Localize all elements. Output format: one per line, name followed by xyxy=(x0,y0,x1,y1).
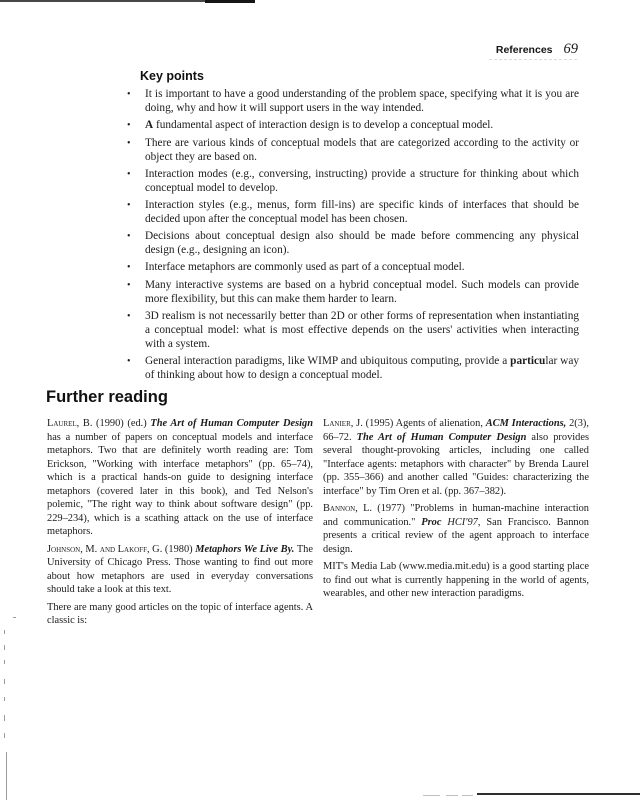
scan-edge-artifact-bottom-dash xyxy=(423,795,440,796)
text-run: There are various kinds of conceptual models that are categorized according to the activity or object they are based on. xyxy=(145,137,579,163)
bullet-icon: • xyxy=(127,311,131,322)
running-head-title: References xyxy=(495,44,553,56)
scan-edge-artifact-bottom-dash xyxy=(446,795,458,796)
text-run: 2(3), 66–72. xyxy=(323,418,589,443)
bullet-icon: • xyxy=(127,356,131,367)
key-point-item xyxy=(127,278,579,306)
reference-paragraph xyxy=(323,417,589,498)
text-run: Laurel, B. xyxy=(47,418,93,429)
key-points-list xyxy=(127,87,579,382)
text-run: (1980) xyxy=(162,543,196,555)
text-run: The Art of Human Computer Design xyxy=(356,431,527,443)
text-run: Lanier, J. xyxy=(323,418,363,429)
binding-mark xyxy=(13,617,16,618)
key-point-item xyxy=(127,87,579,115)
bullet-icon: • xyxy=(127,231,131,242)
key-point-text xyxy=(145,260,579,275)
binding-mark xyxy=(4,697,5,701)
page-number: 69 xyxy=(563,41,578,57)
key-point-item xyxy=(127,354,579,382)
key-point-text xyxy=(145,167,579,195)
key-point-item xyxy=(127,118,579,133)
text-run: A xyxy=(145,119,154,131)
key-point-text xyxy=(145,87,579,115)
text-run: (1990) (ed.) xyxy=(92,418,151,429)
scan-edge-artifact-top xyxy=(0,0,212,2)
key-point-text xyxy=(145,136,579,164)
text-run: , San Francisco. Bannon presents a critical review of the agent approach to interface design. xyxy=(323,516,590,555)
further-reading-left-column xyxy=(47,417,313,632)
text-run: Decisions about conceptual design also should be made before commencing any physical design (e.g., designing an icon). xyxy=(145,230,579,256)
key-point-text xyxy=(145,309,579,351)
binding-mark xyxy=(4,645,5,650)
key-point-text xyxy=(145,118,579,133)
key-point-text xyxy=(145,198,579,226)
text-run: Proc xyxy=(421,516,448,528)
text-run: The Art of Human Computer Design xyxy=(150,418,313,429)
text-run: Bannon, L. xyxy=(323,503,373,514)
binding-mark xyxy=(4,733,5,738)
key-point-item xyxy=(127,198,579,226)
further-reading-columns xyxy=(47,417,590,632)
text-run: Interaction modes (e.g., conversing, instructing) provide a structure for thinking about which conceptual model to develop. xyxy=(145,168,579,194)
text-run: 3D realism is not necessarily better than 2D or other forms of representation when instantiating a conceptual model: what is most effective depends on the users' activities when interacting with a system. xyxy=(145,310,579,350)
binding-mark xyxy=(4,630,5,634)
binding-mark xyxy=(4,679,5,684)
binding-mark xyxy=(4,660,5,664)
bullet-icon: • xyxy=(127,200,131,211)
text-run: MIT's Media Lab (www.media.mit.edu) is a good starting place to find out what is currently happening in the world of agents, wearables, and other new interaction paradigms. xyxy=(323,561,589,599)
text-run: HCI'97 xyxy=(447,516,478,528)
reference-paragraph xyxy=(47,543,313,597)
bullet-icon: • xyxy=(127,280,131,291)
key-point-text xyxy=(145,229,579,257)
text-run: has a number of papers on conceptual models and interface metaphors. Two that are definitely worth reading are: Tom Erickson, "Working with interface metaphors" (pp. 65–74), which is a practical hands-on guide to designing interface metaphors (covered later in this book), and Ted Nelson's polemic, "The right way to think about software design" (pp. 229–234), which is a scathing attack on the use of interface metaphors. xyxy=(47,431,313,537)
text-run: lar way of thinking about how to design a conceptual model. xyxy=(145,355,579,381)
text-run: Johnson, M. and Lakoff, G. xyxy=(47,543,163,555)
bullet-icon: • xyxy=(127,120,131,131)
bullet-icon: • xyxy=(127,138,131,149)
text-run: (1995) Agents of alienation, xyxy=(362,418,486,429)
scan-edge-artifact-bottom-dash xyxy=(462,795,473,796)
further-reading-heading: Further reading xyxy=(46,388,168,406)
key-points-section xyxy=(127,69,579,385)
key-point-item xyxy=(127,136,579,164)
text-run: ACM Interactions, xyxy=(485,418,567,429)
bullet-icon: • xyxy=(127,262,131,273)
key-point-item xyxy=(127,167,579,195)
bullet-icon: • xyxy=(127,89,131,100)
reference-paragraph xyxy=(323,502,589,556)
text-run: Metaphors We Live By. xyxy=(195,543,295,555)
key-point-item xyxy=(127,229,579,257)
scan-edge-artifact-top-dark xyxy=(205,0,255,3)
text-run: There are many good articles on the topic of interface agents. A classic is: xyxy=(47,601,313,626)
binding-mark xyxy=(4,715,5,721)
reference-paragraph xyxy=(47,417,313,539)
reference-paragraph xyxy=(323,560,589,601)
key-points-heading: Key points xyxy=(140,69,204,83)
scan-edge-artifact-bottom-line xyxy=(477,793,640,795)
bullet-icon: • xyxy=(127,169,131,180)
text-run: also provides several thought-provoking articles, including one called "Interface agents: metaphors with character" by Brenda Laurel (pp. 355–366) and another called "Guides: characterizing the interface" by Tim Oren et al. (pp. 367–382). xyxy=(323,431,590,497)
text-run: particu xyxy=(510,355,546,367)
header-rule-artifact xyxy=(489,59,577,60)
key-point-item xyxy=(127,309,579,351)
text-run: It is important to have a good understanding of the problem space, specifying what it is you are doing, why and how it will support users in the way intended. xyxy=(145,88,579,114)
text-run: (1977) "Problems in human-machine interaction and communication." xyxy=(323,503,589,528)
reference-paragraph xyxy=(47,601,313,628)
key-point-text xyxy=(145,278,579,306)
text-run: Many interactive systems are based on a hybrid conceptual model. Such models can provide more flexibility, but this can make them harder to learn. xyxy=(145,279,579,305)
key-point-item xyxy=(127,260,579,275)
binding-mark xyxy=(6,752,7,800)
further-reading-right-column xyxy=(323,417,589,632)
text-run: Interface metaphors are commonly used as part of a conceptual model. xyxy=(145,261,465,273)
text-run: Interaction styles (e.g., menus, form fill-ins) are specific kinds of interfaces that should be decided upon after the conceptual model has been chosen. xyxy=(145,199,579,225)
key-point-text xyxy=(145,354,579,382)
text-run: fundamental aspect of interaction design is to develop a conceptual model. xyxy=(153,119,494,131)
text-run: The University of Chicago Press. Those wanting to find out more about how metaphors are used in everyday conversations should take a look at this text. xyxy=(47,543,313,595)
page-header xyxy=(496,41,578,58)
text-run: General interaction paradigms, like WIMP and ubiquitous computing, provide a xyxy=(145,355,511,367)
